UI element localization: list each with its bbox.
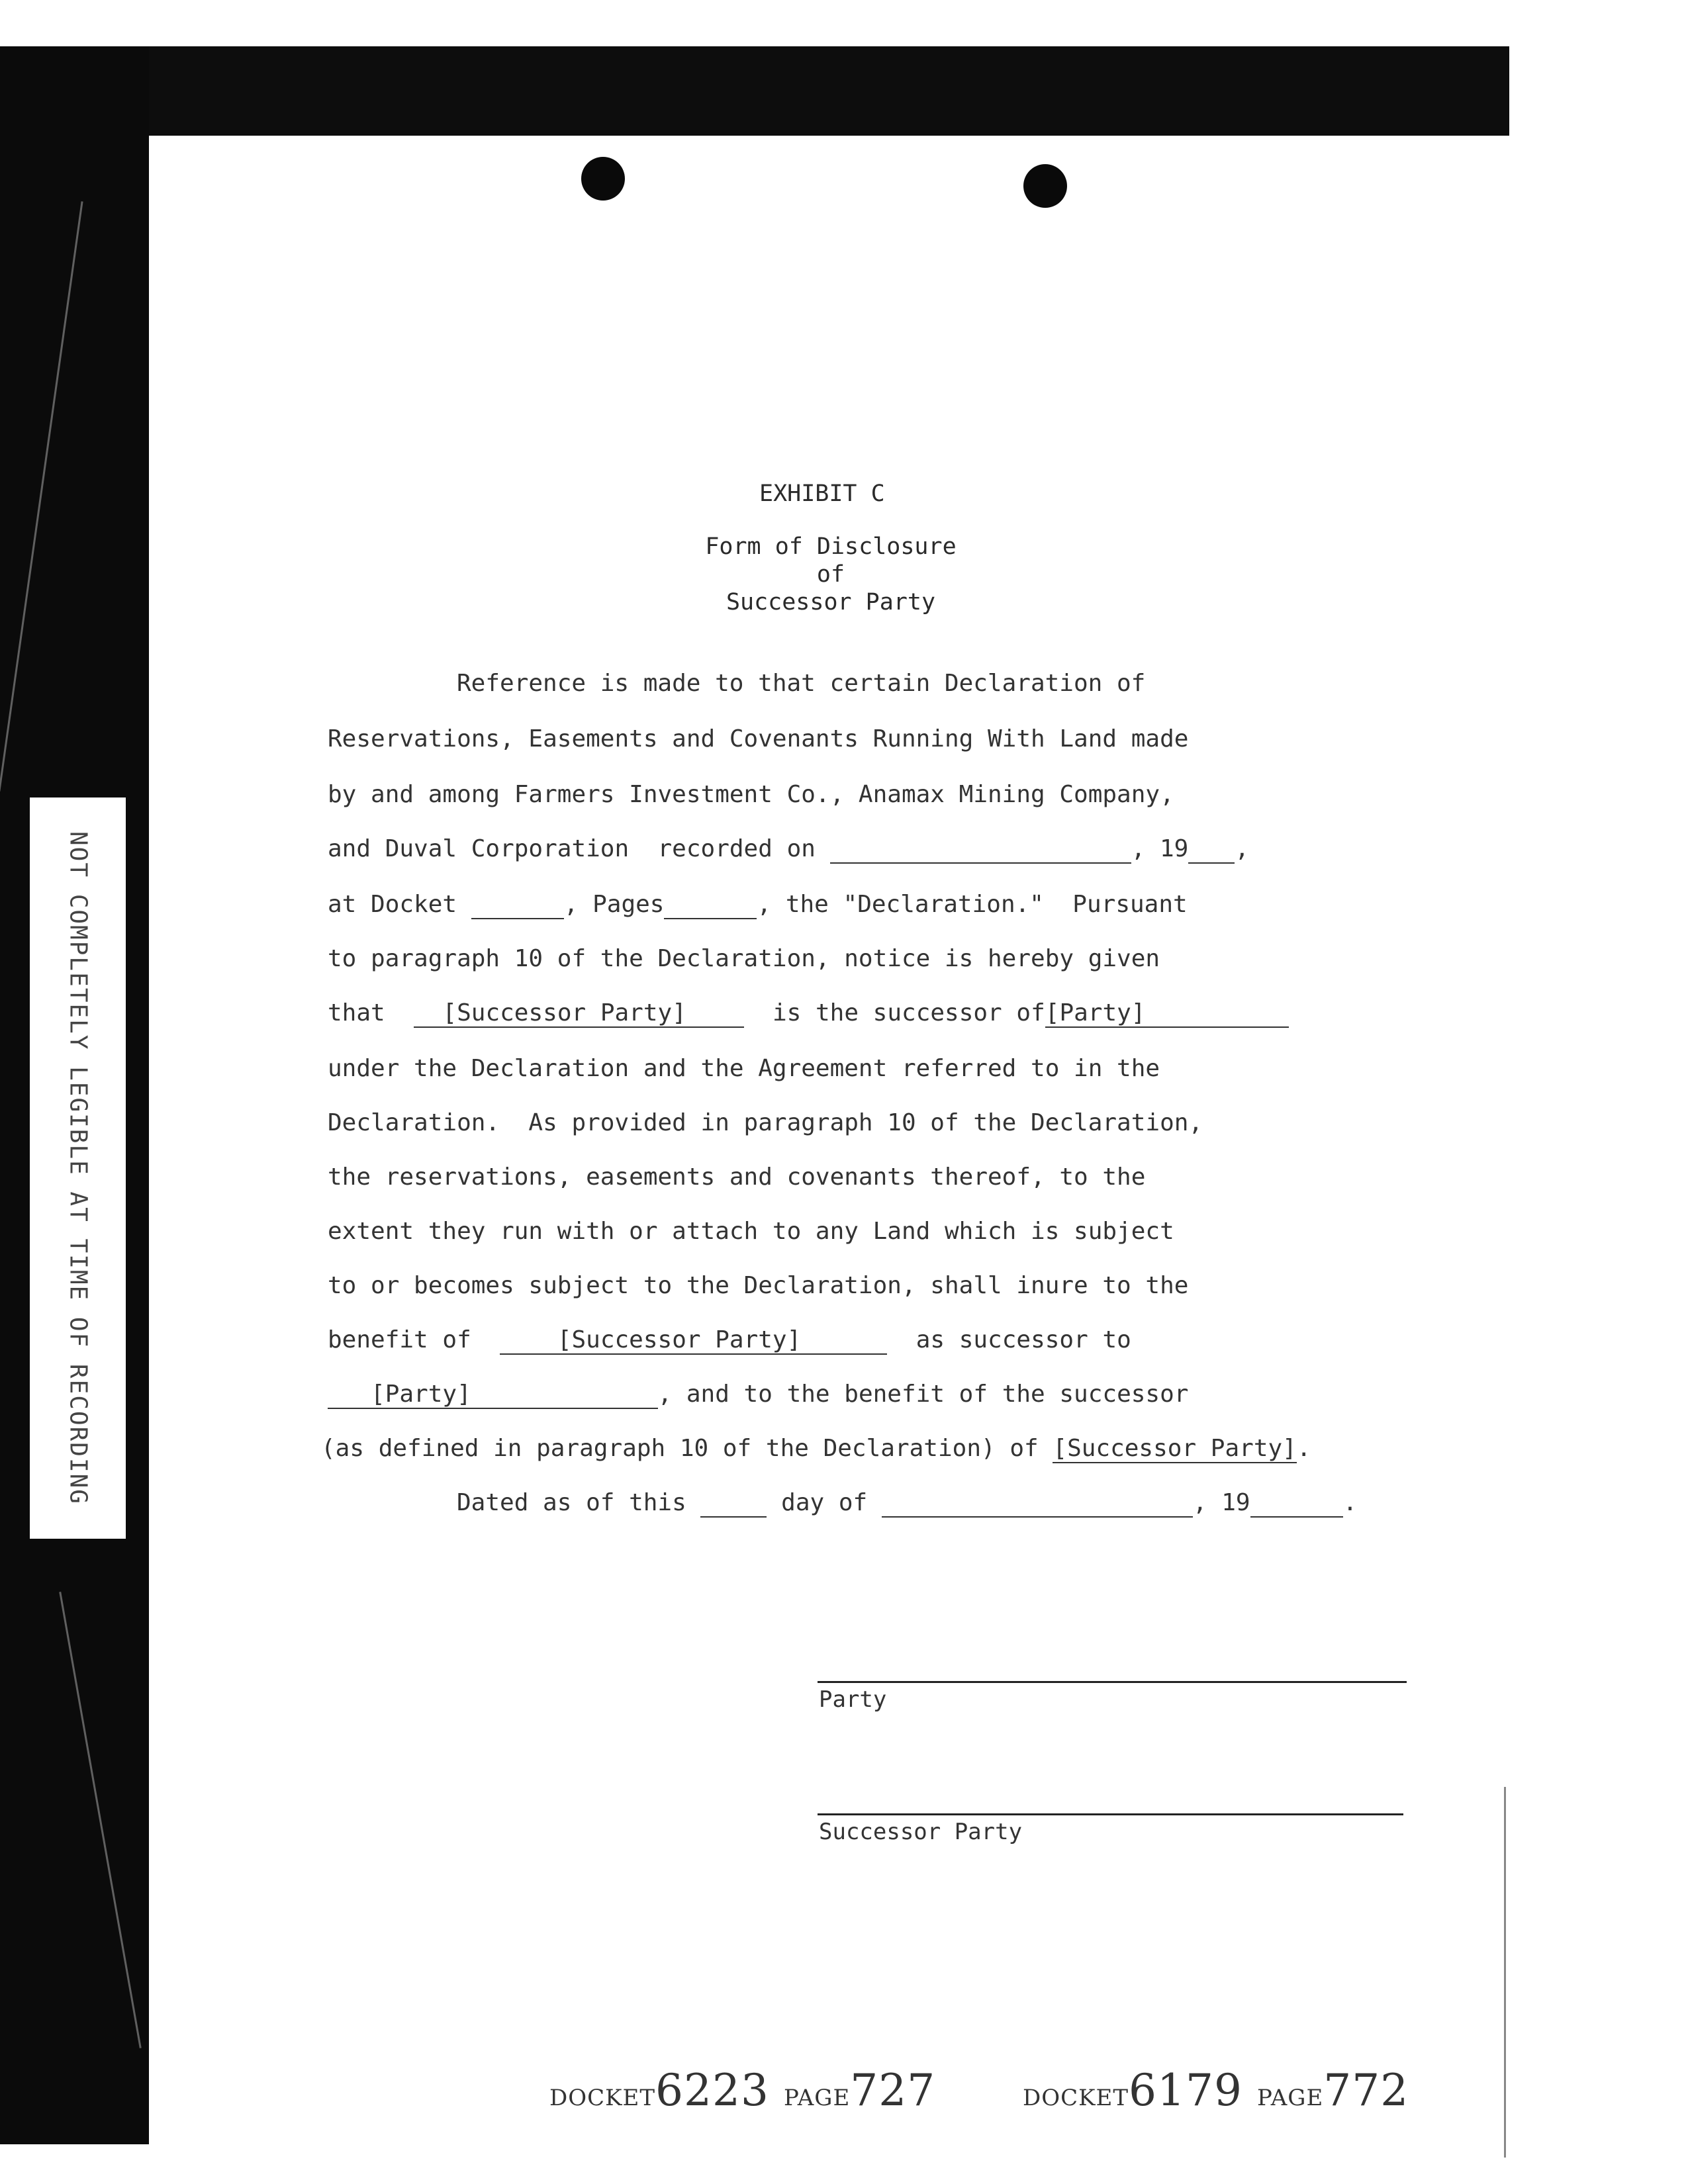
body-text: , and to the benefit of the successor <box>657 1381 1189 1408</box>
year-blank <box>1250 1489 1343 1518</box>
party-field <box>1045 999 1289 1028</box>
docket-blank <box>471 891 564 919</box>
body-line <box>328 835 1249 864</box>
body-text: and Duval Corporation recorded on <box>328 835 816 862</box>
dated-line <box>457 1489 1357 1518</box>
page-number: 727 <box>850 2065 936 2116</box>
successor-party-text: [Successor Party] <box>1053 1435 1297 1462</box>
body-line: to or becomes subject to the Declaration, shall inure to the <box>328 1272 1189 1299</box>
day-blank <box>700 1489 767 1518</box>
month-blank <box>882 1489 1193 1518</box>
body-line <box>328 891 1188 919</box>
docket-number: 6179 <box>1129 2065 1243 2116</box>
docket-number: 6223 <box>655 2065 770 2116</box>
subtitle-line-1: Form of Disclosure <box>705 533 957 560</box>
margin-stamp <box>30 797 126 1539</box>
body-line <box>328 1381 1188 1408</box>
body-line: Declaration. As provided in paragraph 10 of the Declaration, <box>328 1109 1203 1136</box>
party-text: [Party] <box>371 1381 471 1408</box>
successor-signature-line <box>818 1813 1403 1815</box>
scan-margin-mark <box>1504 1787 1506 2158</box>
body-text: . <box>1342 1489 1358 1516</box>
party-text: [Party] <box>1045 999 1146 1026</box>
book-reference-right <box>1023 2065 1409 2116</box>
successor-party-field <box>500 1326 887 1355</box>
successor-signature-label: Successor Party <box>819 1819 1023 1845</box>
book-reference-left <box>549 2065 935 2116</box>
subtitle-line-3: Successor Party <box>726 589 936 615</box>
successor-party-text: [Successor Party] <box>442 999 686 1026</box>
body-text: benefit of <box>328 1326 471 1353</box>
body-text: as successor to <box>915 1326 1131 1353</box>
body-line: Reservations, Easements and Covenants Running With Land made <box>328 725 1189 752</box>
body-text: day of <box>781 1489 868 1516</box>
page-prefix: PAGE <box>784 2085 851 2111</box>
docket-prefix: DOCKET <box>1023 2085 1129 2111</box>
exhibit-title: EXHIBIT C <box>759 480 885 507</box>
body-text: , the "Declaration." Pursuant <box>757 891 1188 918</box>
body-text: (as defined in paragraph 10 of the Declaration) of <box>321 1435 1039 1462</box>
body-text: that <box>328 999 385 1026</box>
punch-hole-left <box>581 157 625 201</box>
pages-blank <box>664 891 757 919</box>
body-text: at Docket <box>328 891 457 918</box>
body-text: , Pages <box>563 891 665 918</box>
party-field <box>328 1381 658 1409</box>
subtitle-line-2: of <box>816 561 845 588</box>
margin-stamp-text: NOT COMPLETELY LEGIBLE AT TIME OF RECORDING <box>64 831 91 1505</box>
body-line: to paragraph 10 of the Declaration, notice is hereby given <box>328 945 1160 972</box>
successor-party-field <box>414 999 744 1028</box>
body-line <box>321 1435 1311 1462</box>
party-signature-line <box>818 1681 1407 1683</box>
body-line: by and among Farmers Investment Co., Anamax Mining Company, <box>328 781 1174 808</box>
docket-prefix: DOCKET <box>549 2085 656 2111</box>
body-text: , <box>1235 835 1249 862</box>
body-text: , 19 <box>1131 835 1189 862</box>
body-line <box>328 1326 1131 1353</box>
body-line: extent they run with or attach to any Land which is subject <box>328 1218 1174 1245</box>
body-line: under the Declaration and the Agreement referred to in the <box>328 1055 1160 1082</box>
body-text: , 19 <box>1192 1489 1250 1516</box>
body-text: Dated as of this <box>457 1489 686 1516</box>
scan-top-edge <box>0 46 1509 136</box>
date-blank <box>830 835 1131 864</box>
body-line: the reservations, easements and covenants thereof, to the <box>328 1163 1146 1191</box>
body-line: Reference is made to that certain Declaration of <box>457 670 1146 697</box>
year-blank <box>1188 835 1235 864</box>
punch-hole-right <box>1023 164 1067 208</box>
party-signature-label: Party <box>819 1686 887 1713</box>
body-line <box>328 999 1289 1026</box>
body-text: is the successor of <box>772 999 1045 1026</box>
page-sheet <box>151 136 1688 2184</box>
successor-party-text: [Successor Party] <box>557 1326 802 1353</box>
body-text: . <box>1296 1435 1311 1462</box>
page-number: 772 <box>1323 2065 1409 2116</box>
page-prefix: PAGE <box>1257 2085 1324 2111</box>
